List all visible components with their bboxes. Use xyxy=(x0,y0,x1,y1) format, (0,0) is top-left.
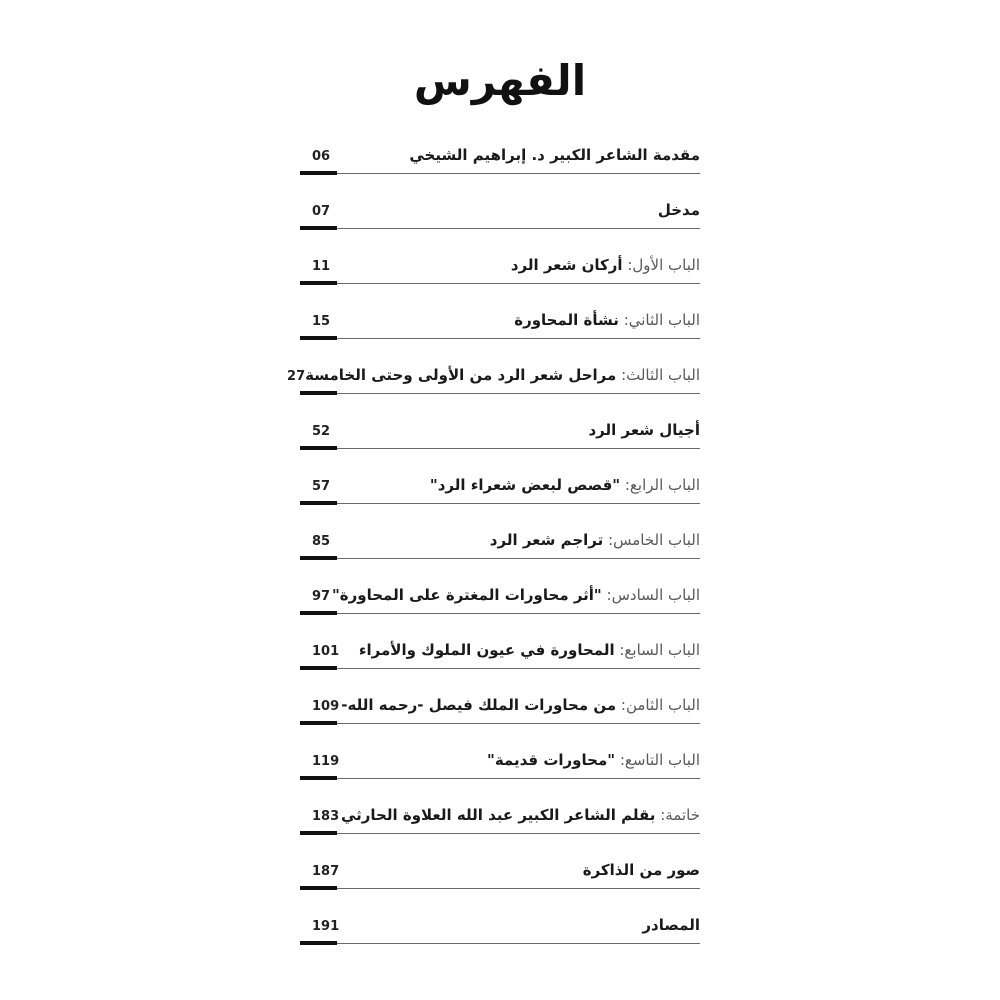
entry-title: أجيال شعر الرد xyxy=(588,421,700,440)
toc-entry xyxy=(300,254,700,284)
entry-title: تراجم شعر الرد xyxy=(489,531,604,550)
entry-divider xyxy=(300,613,700,614)
entry-title: المصادر xyxy=(642,916,700,935)
entry-page-number: 183 xyxy=(312,809,340,825)
entry-divider xyxy=(300,173,700,174)
entry-title: المحاورة في عيون الملوك والأمراء xyxy=(358,641,615,660)
entry-page-number: 101 xyxy=(312,644,340,660)
entry-marker-bar xyxy=(300,776,337,780)
entry-row xyxy=(300,254,700,276)
entry-title: مقدمة الشاعر الكبير د. إبراهيم الشيخي xyxy=(409,146,700,165)
entry-page-number: 85 xyxy=(312,534,331,550)
entry-page-number: 15 xyxy=(312,314,331,330)
entry-marker-bar xyxy=(300,171,337,175)
entry-title: مراحل شعر الرد من الأولى وحتى الخامسة xyxy=(305,366,617,385)
entry-title: "قصص لبعض شعراء الرد" xyxy=(429,476,621,495)
entry-prefix: الباب الثالث: xyxy=(621,366,700,385)
entry-row xyxy=(300,639,700,661)
toc-entry xyxy=(300,144,700,174)
entry-marker-bar xyxy=(300,226,337,230)
entry-marker-bar xyxy=(300,336,337,340)
entry-marker-bar xyxy=(300,666,337,670)
entry-row xyxy=(300,144,700,166)
entry-prefix: الباب السادس: xyxy=(606,586,700,605)
entry-divider xyxy=(300,943,700,944)
entry-prefix: الباب التاسع: xyxy=(619,751,700,770)
entry-text xyxy=(514,309,700,331)
entry-text xyxy=(588,419,700,441)
entry-prefix: الباب الثامن: xyxy=(620,696,700,715)
entry-row xyxy=(300,804,700,826)
toc-entry xyxy=(300,474,700,504)
entry-title: "محاورات قديمة" xyxy=(487,751,616,770)
entry-divider xyxy=(300,778,700,779)
entry-marker-bar xyxy=(300,556,337,560)
entry-row xyxy=(300,749,700,771)
entry-text xyxy=(305,364,700,386)
entry-text xyxy=(341,694,700,716)
entry-divider xyxy=(300,393,700,394)
entry-prefix: الباب الثاني: xyxy=(623,311,700,330)
toc-entry xyxy=(300,804,700,834)
entry-divider xyxy=(300,448,700,449)
entry-divider xyxy=(300,558,700,559)
entry-divider xyxy=(300,283,700,284)
entry-text xyxy=(642,914,700,936)
entry-title: "أثر محاورات المغترة على المحاورة" xyxy=(331,586,602,605)
entry-row xyxy=(300,529,700,551)
entry-title: مدخل xyxy=(657,201,700,220)
entry-divider xyxy=(300,228,700,229)
toc-entry xyxy=(300,749,700,779)
entry-marker-bar xyxy=(300,831,337,835)
entry-row xyxy=(300,914,700,936)
entry-row xyxy=(300,694,700,716)
entry-page-number: 109 xyxy=(312,699,340,715)
entry-marker-bar xyxy=(300,886,337,890)
entry-prefix: خاتمة: xyxy=(660,806,700,825)
entry-divider xyxy=(300,888,700,889)
entry-text xyxy=(341,804,700,826)
toc-entry xyxy=(287,364,700,394)
toc-list xyxy=(287,144,700,944)
entry-title: صور من الذاكرة xyxy=(582,861,700,880)
entry-title: بقلم الشاعر الكبير عبد الله العلاوة الحارثي xyxy=(340,806,656,825)
toc-entry xyxy=(300,914,700,944)
entry-page-number: 191 xyxy=(312,919,340,935)
entry-title: من محاورات الملك فيصل -رحمه الله- xyxy=(341,696,617,715)
toc-entry xyxy=(300,199,700,229)
toc-entry xyxy=(300,529,700,559)
entry-row xyxy=(300,309,700,331)
toc-entry xyxy=(300,419,700,449)
entry-marker-bar xyxy=(300,501,337,505)
entry-row xyxy=(300,419,700,441)
toc-entry xyxy=(300,694,700,724)
entry-page-number: 52 xyxy=(312,424,331,440)
entry-marker-bar xyxy=(300,391,337,395)
entry-divider xyxy=(300,503,700,504)
entry-page-number: 11 xyxy=(312,259,331,275)
entry-text xyxy=(430,474,700,496)
entry-row xyxy=(300,199,700,221)
entry-page-number: 06 xyxy=(312,149,331,165)
entry-text xyxy=(511,254,700,276)
entry-title: نشأة المحاورة xyxy=(514,311,619,330)
entry-page-number: 119 xyxy=(312,754,340,770)
entry-prefix: الباب الخامس: xyxy=(608,531,700,550)
entry-page-number: 97 xyxy=(312,589,331,605)
entry-row xyxy=(300,859,700,881)
entry-title: أركان شعر الرد xyxy=(510,256,623,275)
entry-text xyxy=(409,144,700,166)
entry-page-number: 187 xyxy=(312,864,340,880)
entry-divider xyxy=(300,723,700,724)
entry-row xyxy=(287,364,700,386)
entry-text xyxy=(359,639,700,661)
entry-divider xyxy=(300,338,700,339)
entry-page-number: 27 xyxy=(287,369,306,385)
entry-text xyxy=(332,584,700,606)
entry-marker-bar xyxy=(300,941,337,945)
entry-prefix: الباب السابع: xyxy=(619,641,700,660)
toc-entry xyxy=(300,859,700,889)
entry-text xyxy=(487,749,700,771)
toc-entry xyxy=(300,309,700,339)
toc-entry xyxy=(300,584,700,614)
entry-text xyxy=(490,529,700,551)
page-title: الفهرس xyxy=(413,56,587,105)
entry-divider xyxy=(300,668,700,669)
entry-page-number: 07 xyxy=(312,204,331,220)
entry-prefix: الباب الأول: xyxy=(627,256,700,275)
entry-prefix: الباب الرابع: xyxy=(624,476,700,495)
entry-text xyxy=(583,859,700,881)
entry-page-number: 57 xyxy=(312,479,331,495)
entry-marker-bar xyxy=(300,721,337,725)
entry-text xyxy=(658,199,700,221)
entry-divider xyxy=(300,833,700,834)
entry-row xyxy=(300,474,700,496)
entry-marker-bar xyxy=(300,281,337,285)
entry-marker-bar xyxy=(300,611,337,615)
entry-marker-bar xyxy=(300,446,337,450)
toc-entry xyxy=(300,639,700,669)
entry-row xyxy=(300,584,700,606)
